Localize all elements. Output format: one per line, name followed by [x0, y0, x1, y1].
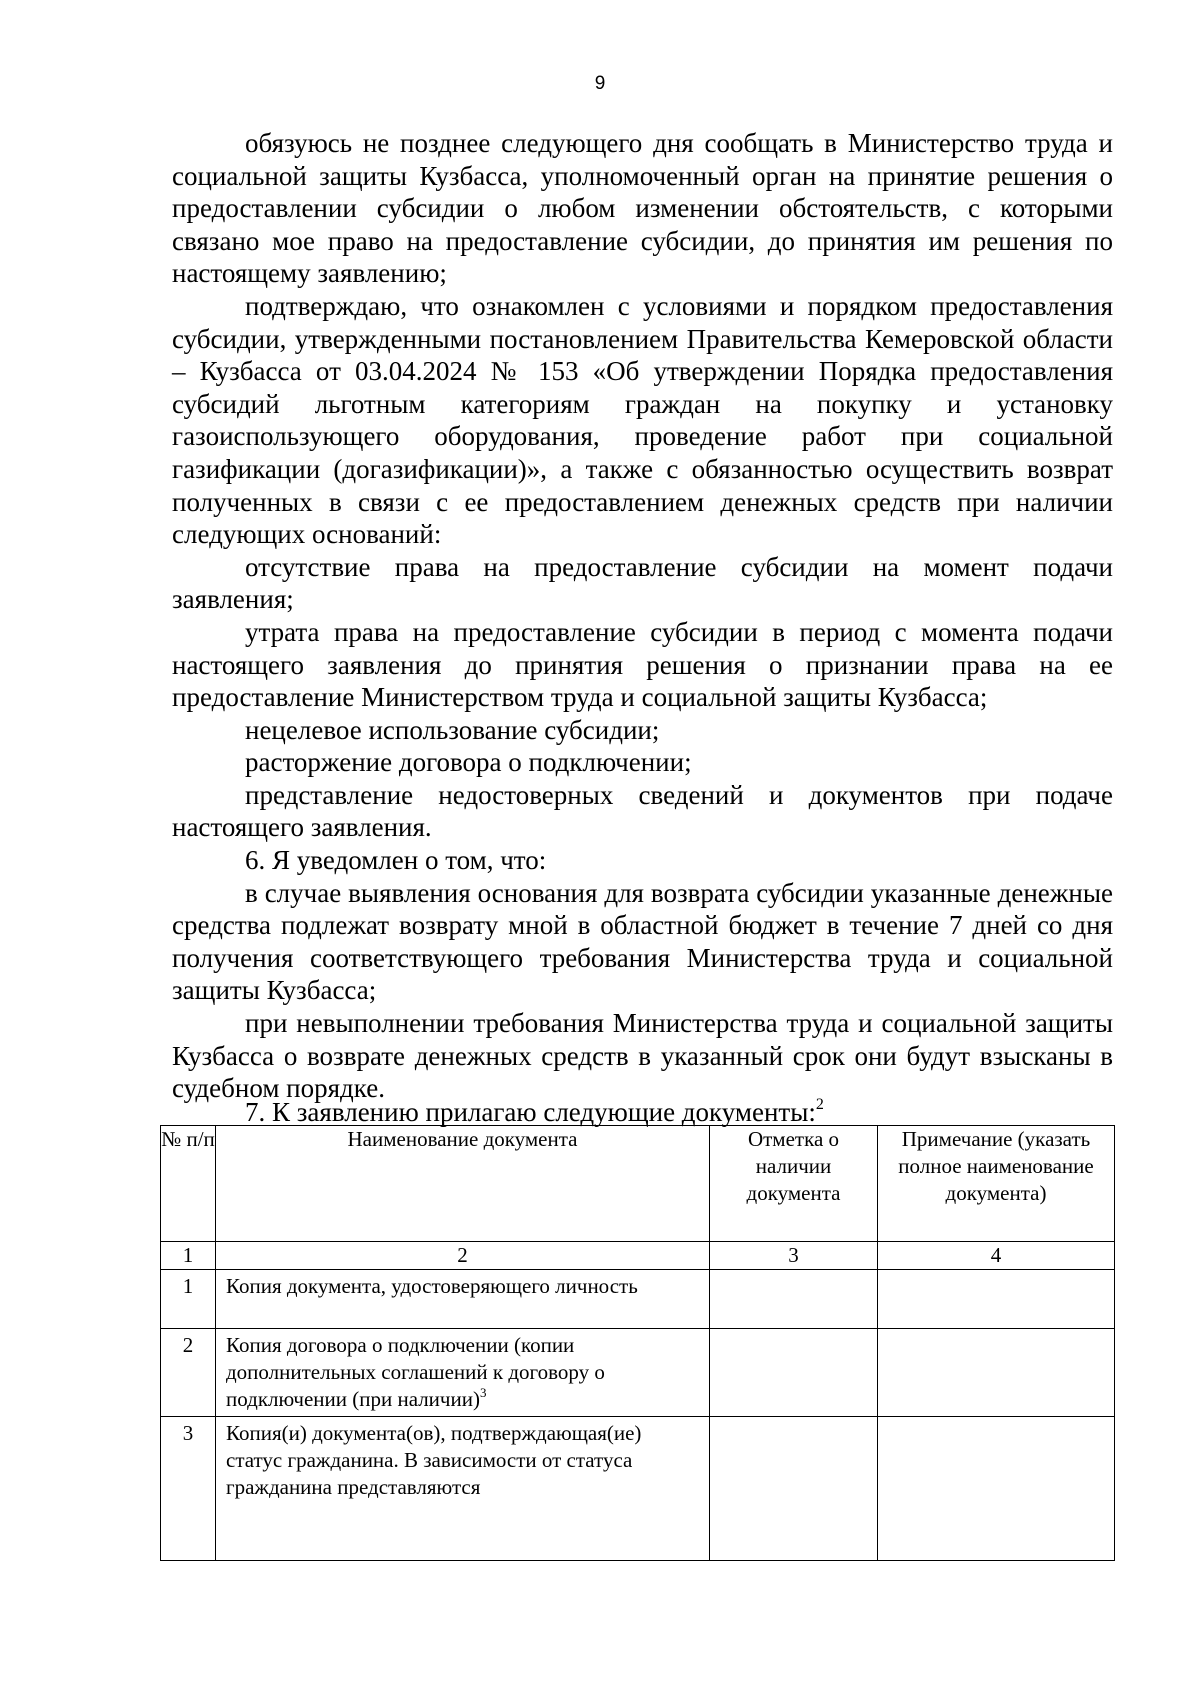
paragraph: расторжение договора о подключении;	[245, 747, 692, 778]
mark-cell	[710, 1329, 878, 1417]
paragraph: нецелевое использование субсидии;	[245, 714, 660, 745]
paragraph: при невыполнении требования Министерства труда и социальной защиты Кузбасса о возврате денежных средств в указанный срок они будут взысканы в судебном порядке.	[172, 1008, 1113, 1104]
header-note: Примечание (указать полное наименование документа)	[878, 1126, 1115, 1242]
section-7-heading	[245, 1096, 824, 1128]
row-number: 1	[161, 1270, 216, 1329]
paragraph: утрата права на предоставление субсидии в период с момента подачи настоящего заявления до принятия решения о признании права на ее предоставление Министерством труда и социальной защиты Кузбасса;	[172, 616, 1113, 713]
header-number: № п/п	[161, 1126, 216, 1242]
column-number: 1	[161, 1242, 216, 1270]
mark-cell	[710, 1417, 878, 1561]
document-name: Копия договора о подключении (копии дополнительных соглашений к договору о подключении (при наличии)	[226, 1333, 605, 1411]
paragraph: в случае выявления основания для возврата субсидии указанные денежные средства подлежат возврату мной в областной бюджет в течение 7 дней со дня получения соответствующего требования Министерства труда и социальной защиты Кузбасса;	[172, 877, 1113, 1006]
paragraph: отсутствие права на предоставление субсидии на момент подачи заявления;	[172, 551, 1113, 615]
column-number: 2	[216, 1242, 710, 1270]
column-number: 3	[710, 1242, 878, 1270]
column-number-row	[161, 1242, 1115, 1270]
row-number: 2	[161, 1329, 216, 1417]
column-number: 4	[878, 1242, 1115, 1270]
footnote-ref: 2	[815, 1096, 824, 1113]
table-row	[161, 1329, 1115, 1417]
note-cell	[878, 1329, 1115, 1417]
paragraph: обязуюсь не позднее следующего дня сообщать в Министерство труда и социальной защиты Кузбасса, уполномоченный орган на принятие решения о предоставлении субсидии о любом изменении обстоятельств, с которыми связано мое право на предоставление субсидии, до принятия им решения по настоящему заявлению;	[172, 128, 1113, 289]
table-header-row	[161, 1126, 1115, 1242]
note-cell	[878, 1270, 1115, 1329]
paragraph: 6. Я уведомлен о том, что:	[245, 845, 547, 876]
footnote-ref: 3	[479, 1385, 487, 1400]
document-name: Копия(и) документа(ов), подтверждающая(ие) статус гражданина. В зависимости от статуса гражданина представляются	[216, 1417, 710, 1561]
paragraph: подтверждаю, что ознакомлен с условиями и порядком предоставления субсидии, утвержденными постановлением Правительства Кемеровской области – Кузбасса от 03.04.2024 № 153 «Об утверждении Порядка предоставления субсидий льготным категориям граждан на покупку и установку газоиспользующего оборудования, проведение работ при социальной газификации (догазификации)», а также с обязанностью осуществить возврат полученных в связи с ее предоставлением денежных средств при наличии следующих оснований:	[172, 290, 1113, 550]
documents-table	[160, 1125, 1115, 1561]
section-7-heading-text: 7. К заявлению прилагаю следующие документы:	[245, 1097, 816, 1127]
mark-cell	[710, 1270, 878, 1329]
paragraph: представление недостоверных сведений и документов при подаче настоящего заявления.	[172, 779, 1113, 843]
document-body	[172, 127, 1113, 1105]
page-number: 9	[594, 73, 606, 94]
row-number: 3	[161, 1417, 216, 1561]
document-name: Копия документа, удостоверяющего личность	[216, 1270, 710, 1329]
table-row	[161, 1270, 1115, 1329]
document-name-cell	[216, 1329, 710, 1417]
header-mark: Отметка о наличии документа	[710, 1126, 878, 1242]
note-cell	[878, 1417, 1115, 1561]
table-row	[161, 1417, 1115, 1561]
header-document-name: Наименование документа	[216, 1126, 710, 1242]
